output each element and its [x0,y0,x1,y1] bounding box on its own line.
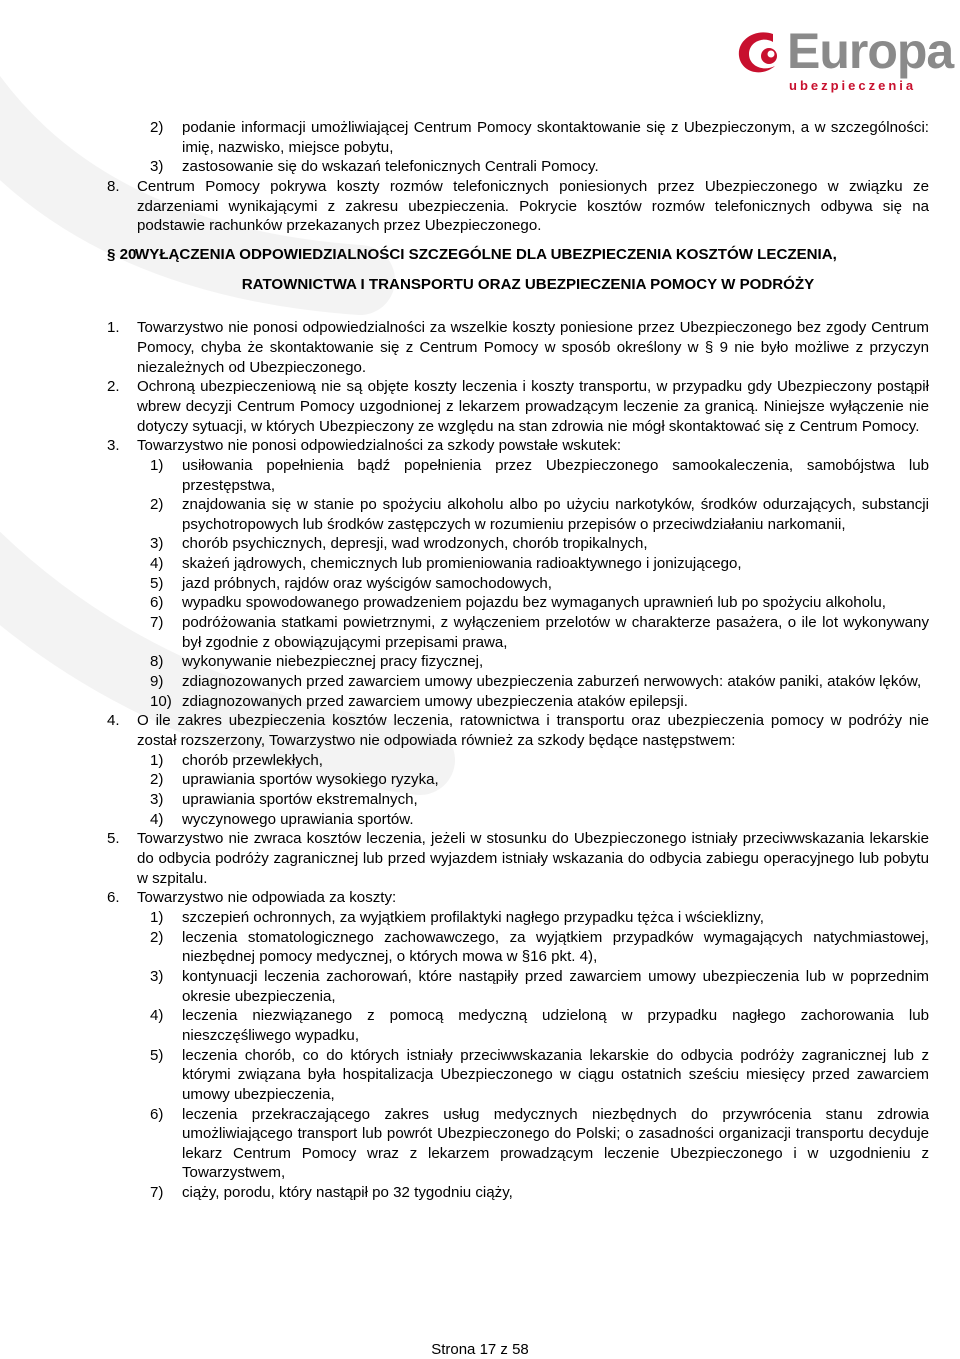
list-item [107,967,929,1006]
item-number: 1) [150,456,164,474]
logo-swirl-icon [735,26,785,80]
item-number: 2) [150,771,164,789]
item-number: 3) [150,535,164,553]
item-text: uprawiania sportów ekstremalnych, [182,791,418,808]
list-item [107,574,929,594]
item-number: 9) [150,673,164,691]
item-number: 6) [150,594,164,612]
item-text: Towarzystwo nie odpowiada za koszty: [137,889,397,907]
item-text: chorób psychicznych, depresji, wad wrodzonych, chorób tropikalnych, [182,535,648,553]
list-item [107,672,929,692]
list-item [107,157,929,177]
list-item [107,652,929,672]
item-number: 5. [107,830,120,848]
item-text: uprawiania sportów wysokiego ryzyka, [182,771,439,789]
item-number: 4) [150,555,164,573]
item-text: O ile zakres ubezpieczenia kosztów leczenia, ratownictwa i transportu oraz ubezpieczenia pomocy w podróży nie został rozszerzony, Towarzystwo nie odpowiada również za szkody będące następstwem: [137,712,929,750]
item-number: 3) [150,967,164,985]
item-text: zastosowanie się do wskazań telefonicznych Centrali Pomocy. [182,158,599,176]
item-number: 3. [107,437,120,455]
item-number: 7) [150,614,164,632]
item-text: jazd próbnych, rajdów oraz wyścigów samochodowych, [182,574,552,592]
list-item [107,456,929,495]
item-text: znajdowania się w stanie po spożyciu alkoholu albo po użyciu narkotyków, środków odurzających, substancji psychotropowych lub środków zastępczych w rozumieniu przepisów o przeciwdziałaniu narkomanii, [182,496,929,533]
item-number: 6) [150,1105,164,1123]
numbered-point [107,436,929,456]
item-number: 5) [150,1046,164,1064]
item-text: Centrum Pomocy pokrywa koszty rozmów telefonicznych poniesionych przez Ubezpieczonego w związku ze zdarzeniami wynikającymi z zakresu ubezpieczenia. Pokrycie kosztów rozmów telefonicznych odbywa się na podstawie rachunków przekazanych przez Ubezpieczonego. [137,177,929,235]
item-number: 2. [107,378,120,396]
numbered-point [107,888,929,908]
logo-wordmark: Europa [787,23,954,79]
item-number: 10) [150,692,172,710]
item-number: 6. [107,889,120,907]
list-item [107,1006,929,1045]
item-number: 8. [107,177,120,195]
item-text: wypadku spowodowanego prowadzeniem pojazdu bez wymaganych uprawnień lub po spożyciu alkoholu, [182,594,886,612]
item-text: leczenia niezwiązanego z pomocą medyczną udzieloną w przypadku nagłego zachorowania lub nieszczęśliwego wypadku, [182,1007,929,1044]
item-text: leczenia chorób, co do których istniały przeciwwskazania lekarskie do odbycia podróży zagranicznej lub z którymi związana była hospitalizacja Ubezpieczonego w ciągu ostatnich sześciu miesięcy przed zawarciem umowy ubezpieczenia, [182,1046,929,1103]
item-number: 4) [150,1007,164,1025]
section-number: § 20. [107,245,141,263]
numbered-point [107,318,929,377]
list-item [107,1105,929,1184]
item-number: 5) [150,574,164,592]
item-text: leczenia przekraczającego zakres usług medycznych niezbędnych do przywrócenia stanu zdrowia umożliwiającego transport lub powrót Ubezpieczonego do Polski; o zasadności organizacji transportu decyduje lekarz Centrum Pomocy wraz z lekarzem prowadzącym leczenie Ubezpieczonego i w uzgodnieniu z Towarzystwem, [182,1105,929,1182]
item-number: 8) [150,653,164,671]
item-text: leczenia stomatologicznego zachowawczego, za wyjątkiem przypadków wymagających natychmiastowej, niezbędnej pomocy medycznej, o których mowa w §16 pkt. 4), [182,928,929,966]
numbered-point [107,829,929,888]
spacer [107,294,929,318]
item-text: podróżowania statkami powietrznymi, z wyłączeniem przelotów w charakterze pasażera, o ile lot wykonywany był zgodnie z obowiązującymi przepisami prawa, [182,614,929,651]
item-number: 2) [150,119,164,136]
item-text: Ochroną ubezpieczeniową nie są objęte koszty leczenia i koszty transportu, w przypadku gdy Ubezpieczony postąpił wbrew decyzji Centrum Pomocy uzgodnionej z lekarzem prowadzącym leczenie za granicą. Niniejsze wyłączenie nie dotyczy sytuacji, w których Ubezpieczony ze względu na stan zdrowia nie mógł skontaktować się z Centrum Pomocy. [137,378,929,435]
list-item [107,751,929,771]
item-number: 2) [150,928,164,946]
item-number: 1) [150,751,164,769]
list-item [107,1183,929,1203]
item-number: 3) [150,791,164,808]
item-text: kontynuacji leczenia zachorowań, które nastąpiły przed zawarciem umowy ubezpieczenia lub w poprzednim okresie ubezpieczenia, [182,967,929,1005]
item-text: wykonywanie niebezpiecznej pracy fizycznej, [182,653,484,671]
list-item [107,810,929,830]
page-number: Strona 17 z 58 [431,1341,529,1358]
list-item [107,554,929,574]
item-text: chorób przewlekłych, [182,751,323,769]
section-title-text: WYŁĄCZENIA ODPOWIEDZIALNOŚCI SZCZEGÓLNE DLA UBEZPIECZENIA KOSZTÓW LECZENIA, [135,245,837,263]
item-text: Towarzystwo nie ponosi odpowiedzialności za szkody powstałe wskutek: [137,437,622,455]
item-number: 2) [150,496,164,514]
list-item [107,1046,929,1105]
item-text: zdiagnozowanych przed zawarciem umowy ubezpieczenia zaburzeń nerwowych: ataków paniki, ataków lęków, [182,673,922,691]
item-number: 1. [107,319,120,337]
item-number: 1) [150,908,164,926]
logo-subtitle: ubezpieczenia [789,78,917,93]
item-number: 3) [150,158,164,176]
list-item [107,118,929,157]
item-text: wyczynowego uprawiania sportów. [182,810,414,828]
list-item [107,495,929,534]
list-item [107,692,929,712]
list-item [107,613,929,652]
item-text: usiłowania popełnienia bądź popełnienia przez Ubezpieczonego samookaleczenia, samobójstwa lub przestępstwa, [182,456,929,494]
document-body [107,118,929,1203]
item-text: Towarzystwo nie zwraca kosztów leczenia, jeżeli w stosunku do Ubezpieczonego istniały przeciwwskazania lekarskie do odbycia podróży zagranicznej lub przed wyjazdem istniały wskazania do odbycia zabiegu operacyjnego lub pobytu w szpitalu. [137,830,929,887]
list-item [107,593,929,613]
section-title-line-2: RATOWNICTWA I TRANSPORTU ORAZ UBEZPIECZENIA POMOCY W PODRÓŻY [241,275,815,293]
numbered-point [107,377,929,436]
numbered-point [107,177,929,236]
item-text: szczepień ochronnych, za wyjątkiem profilaktyki nagłego przypadku tężca i wścieklizny, [182,908,764,926]
section-heading [107,245,929,294]
item-text: zdiagnozowanych przed zawarciem umowy ubezpieczenia ataków epilepsji. [182,692,688,710]
list-item [107,534,929,554]
list-item [107,908,929,928]
list-item [107,790,929,810]
item-number: 7) [150,1184,164,1202]
europa-logo [735,20,954,100]
section-title-line-1 [107,245,929,265]
item-text: skażeń jądrowych, chemicznych lub promieniowania radioaktywnego i jonizującego, [182,555,742,573]
item-number: 4. [107,712,120,730]
item-text: podanie informacji umożliwiającej Centrum Pomocy skontaktowanie się z Ubezpieczonym, a w szczególności: imię, nazwisko, miejsce pobytu, [182,119,929,156]
item-text: ciąży, porodu, który nastąpił po 32 tygodniu ciąży, [182,1184,513,1202]
numbered-point [107,711,929,750]
list-item [107,928,929,967]
list-item [107,770,929,790]
item-number: 4) [150,810,164,828]
item-text: Towarzystwo nie ponosi odpowiedzialności za wszelkie koszty poniesione przez Ubezpieczonego bez zgody Centrum Pomocy, chyba że skontaktowanie się z Centrum Pomocy w sposób określony w § 9 nie było możliwe z przyczyn niezależnych od Ubezpieczonego. [137,319,929,376]
